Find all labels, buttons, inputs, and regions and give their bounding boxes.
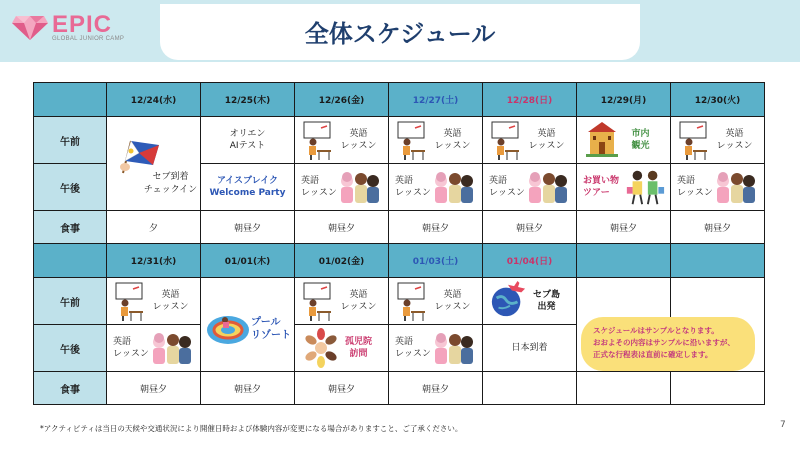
- teacher-lesson-icon: [113, 281, 149, 321]
- activity-city-tour: 市内 観光: [631, 129, 650, 151]
- sample-note-box: [581, 317, 755, 371]
- activity-cell: [295, 164, 389, 211]
- activity-cell: [483, 117, 577, 164]
- date-header-saturday: 12/27(土): [389, 83, 483, 117]
- note-line: おおよその内容はサンプルに沿いますが、: [593, 338, 735, 347]
- activity-pool-resort: プール リゾート: [251, 317, 291, 341]
- activity-orientation: オリエン AIテスト: [229, 129, 266, 151]
- row-label-meal: 食事: [34, 372, 107, 405]
- friends-group-icon: [334, 167, 384, 207]
- date-header: 01/02(金): [295, 244, 389, 278]
- friends-group-icon: [522, 167, 572, 207]
- activity-cell: [577, 164, 671, 211]
- header-corner: [34, 83, 107, 117]
- note-line: スケジュールはサンプルとなります。: [593, 326, 719, 335]
- friends-group-icon: [710, 167, 760, 207]
- row-label-pm: 午後: [34, 325, 107, 372]
- note-line: 正式な行程表は直前に確定します。: [593, 350, 713, 359]
- row-label-am: 午前: [34, 117, 107, 164]
- shopping-girls-icon: [624, 167, 666, 207]
- meal-cell: 朝昼夕: [295, 372, 389, 405]
- date-header: 12/26(金): [295, 83, 389, 117]
- activity-english-lesson: 英語 レッスン: [113, 337, 149, 359]
- row-label-am: 午前: [34, 278, 107, 325]
- activity-english-lesson: 英語 レッスン: [340, 290, 377, 312]
- activity-icebreak: アイスブレイク Welcome Party: [209, 176, 286, 198]
- title-box: [160, 4, 640, 60]
- activity-english-lesson: 英語 レッスン: [434, 129, 471, 151]
- date-header-saturday: 01/03(土): [389, 244, 483, 278]
- activity-english-lesson: 英語 レッスン: [152, 290, 189, 312]
- activity-shopping-tour: お買い物 ツアー: [583, 176, 620, 198]
- activity-english-lesson: 英語 レッスン: [434, 290, 471, 312]
- activity-english-lesson: 英語 レッスン: [395, 337, 431, 359]
- friends-group-icon: [146, 328, 196, 368]
- header-corner: [34, 244, 107, 278]
- teacher-lesson-icon: [395, 281, 431, 321]
- activity-english-lesson: 英語 レッスン: [395, 176, 431, 198]
- teacher-lesson-icon: [301, 120, 337, 160]
- meal-cell: 朝昼夕: [389, 372, 483, 405]
- meal-cell: 朝昼夕: [201, 372, 295, 405]
- week1-header-row: [34, 83, 765, 117]
- logo-subtitle: GLOBAL JUNIOR CAMP: [52, 36, 125, 42]
- meal-cell: 朝昼夕: [389, 211, 483, 244]
- friends-group-icon: [428, 167, 478, 207]
- activity-cebu-departure: セブ島 出発: [532, 290, 560, 312]
- date-header-sunday: 01/04(日): [483, 244, 577, 278]
- meal-cell: [577, 372, 671, 405]
- activity-english-lesson: 英語 レッスン: [716, 129, 753, 151]
- meal-cell: [483, 372, 577, 405]
- date-header: 12/31(水): [107, 244, 201, 278]
- activity-cell: [201, 164, 295, 211]
- teacher-lesson-icon: [489, 120, 525, 160]
- logo-text: EPIC: [52, 11, 113, 38]
- meal-cell: 朝昼夕: [577, 211, 671, 244]
- activity-english-lesson: 英語 レッスン: [677, 176, 713, 198]
- activity-cell: [671, 117, 765, 164]
- page-number: 7: [780, 420, 786, 430]
- activity-cell: [295, 278, 389, 325]
- pool-float-icon: [205, 306, 251, 346]
- date-header: [671, 244, 765, 278]
- page-title: 全体スケジュール: [304, 20, 496, 48]
- activity-orphanage-visit: 孤児院 訪問: [344, 337, 372, 359]
- teacher-lesson-icon: [301, 281, 337, 321]
- row-label-meal: 食事: [34, 211, 107, 244]
- activity-arrival: セブ到着 チェックイン: [143, 172, 198, 195]
- activity-cell: [389, 278, 483, 325]
- activity-cell: [107, 278, 201, 325]
- activity-cell: [201, 117, 295, 164]
- activity-cell: [671, 164, 765, 211]
- date-header-sunday: 12/28(日): [483, 83, 577, 117]
- date-header: 12/25(木): [201, 83, 295, 117]
- teacher-lesson-icon: [395, 120, 431, 160]
- meal-cell: 朝昼夕: [483, 211, 577, 244]
- week2-meal-row: [34, 372, 765, 405]
- meal-cell: 朝昼夕: [107, 372, 201, 405]
- activity-cell: [389, 117, 483, 164]
- date-header: 12/29(月): [577, 83, 671, 117]
- activity-cell: [483, 164, 577, 211]
- activity-english-lesson: 英語 レッスン: [528, 129, 565, 151]
- hands-together-icon: [301, 328, 341, 368]
- church-icon: [581, 120, 623, 160]
- meal-cell: 朝昼夕: [201, 211, 295, 244]
- epic-logo: [8, 6, 128, 46]
- pool-resort-cell: [201, 278, 295, 372]
- date-header: 12/30(火): [671, 83, 765, 117]
- week1-am-row: [34, 117, 765, 164]
- date-header: 12/24(水): [107, 83, 201, 117]
- activity-english-lesson: 英語 レッスン: [340, 129, 377, 151]
- meal-cell: 朝昼夕: [671, 211, 765, 244]
- activity-cell: [389, 325, 483, 372]
- activity-english-lesson: 英語 レッスン: [489, 176, 525, 198]
- activity-cell: [483, 278, 577, 325]
- friends-group-icon: [428, 328, 478, 368]
- meal-cell: 夕: [107, 211, 201, 244]
- activity-japan-arrival: 日本到着: [511, 343, 548, 353]
- activity-cell: [295, 325, 389, 372]
- week1-meal-row: [34, 211, 765, 244]
- diamond-icon: [12, 14, 48, 40]
- philippines-flag-icon: [117, 135, 161, 175]
- row-label-pm: 午後: [34, 164, 107, 211]
- activity-cell: [483, 325, 577, 372]
- content-area: [0, 62, 800, 449]
- activity-cell: [389, 164, 483, 211]
- activity-cell: [295, 117, 389, 164]
- week2-header-row: [34, 244, 765, 278]
- airplane-globe-icon: [489, 281, 527, 319]
- teacher-lesson-icon: [677, 120, 713, 160]
- activity-english-lesson: 英語 レッスン: [301, 176, 337, 198]
- activity-cell: [577, 117, 671, 164]
- activity-cell: [107, 325, 201, 372]
- meal-cell: 朝昼夕: [295, 211, 389, 244]
- date-header: [577, 244, 671, 278]
- footer-disclaimer: *アクティビティは当日の天候や交通状況により開催日時および体験内容が変更になる場合がありますこと、ご了承ください。: [40, 424, 463, 433]
- meal-cell: [671, 372, 765, 405]
- date-header: 01/01(木): [201, 244, 295, 278]
- arrival-cell: [107, 117, 201, 211]
